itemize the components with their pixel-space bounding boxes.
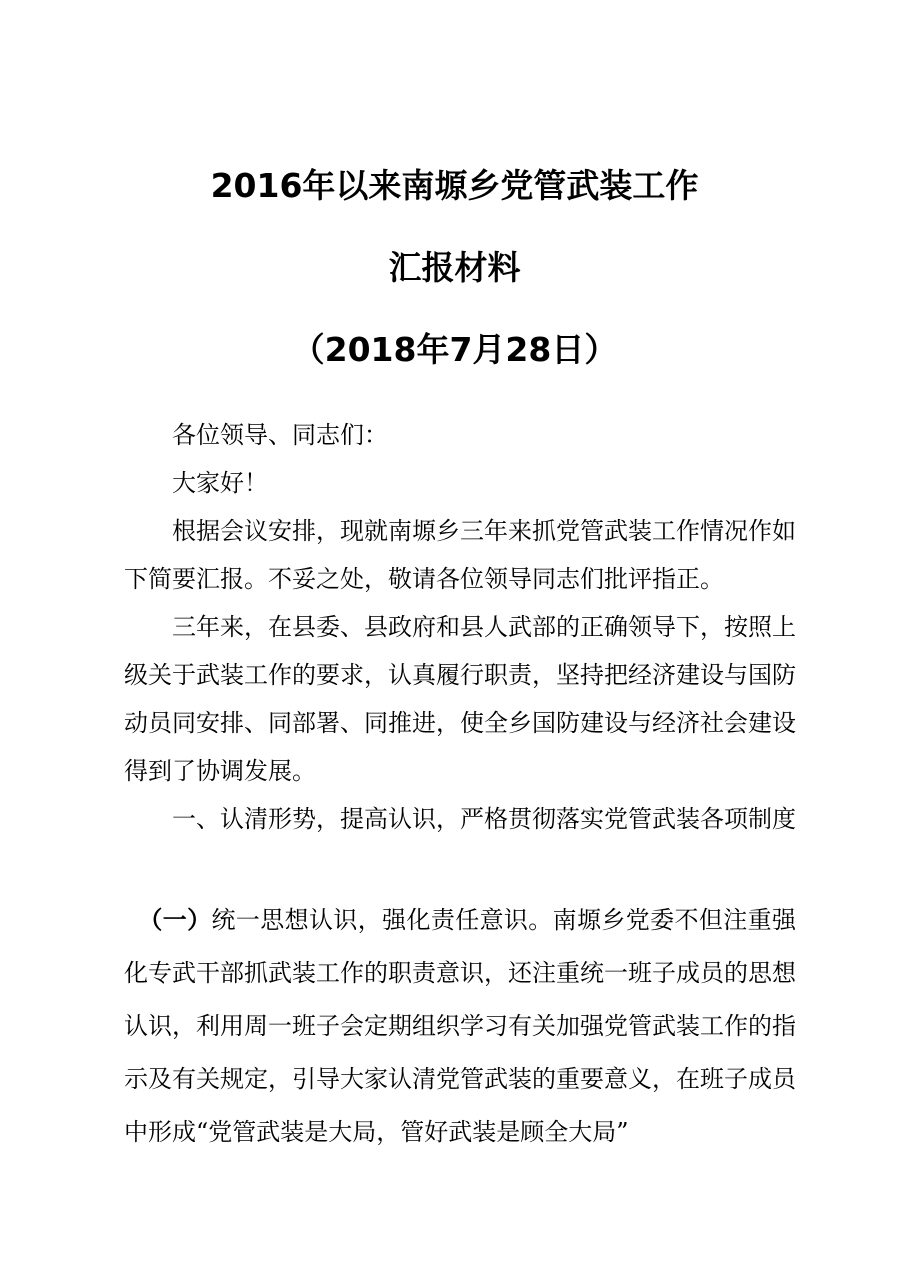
greeting: 大家好！ <box>172 469 268 497</box>
paragraph-1: 根据会议安排，现就南塬乡三年来抓党管武装工作情况作如下简要汇报。不妥之处，敬请各位领导同志们批评指正。 <box>124 517 796 593</box>
subsection-paragraph <box>124 893 796 1159</box>
document-title-line-1: 2016年以来南塬乡党管武装工作 <box>210 166 699 205</box>
section-heading-1: 一、认清形势，提高认识，严格贯彻落实党管武装各项制度 <box>172 805 796 833</box>
paragraph-2: 三年来，在县委、县政府和县人武部的正确领导下，按照上级关于武装工作的要求，认真履行职责，坚持把经济建设与国防动员同安排、同部署、同推进，使全乡国防建设与经济社会建设得到了协调发展。 <box>124 613 796 785</box>
subsection-1 <box>124 893 796 1159</box>
document-title-line-2: 汇报材料 <box>388 248 521 287</box>
document-body <box>124 411 796 843</box>
document-date-line: （2018年7月28日） <box>291 330 618 369</box>
subsection-label: （一） <box>138 905 212 934</box>
subsection-text: 统一思想认识，强化责任意识。南塬乡党委不但注重强化专武干部抓武装工作的职责意识，还注重统一班子成员的思想认识，利用周一班子会定期组织学习有关加强党管武装工作的指示及有关规定，引导大家认清党管武装的重要意义，在班子成员中形成“党管武装是大局，管好武装是顾全大局” <box>124 906 796 1146</box>
salutation: 各位领导、同志们： <box>172 421 388 449</box>
